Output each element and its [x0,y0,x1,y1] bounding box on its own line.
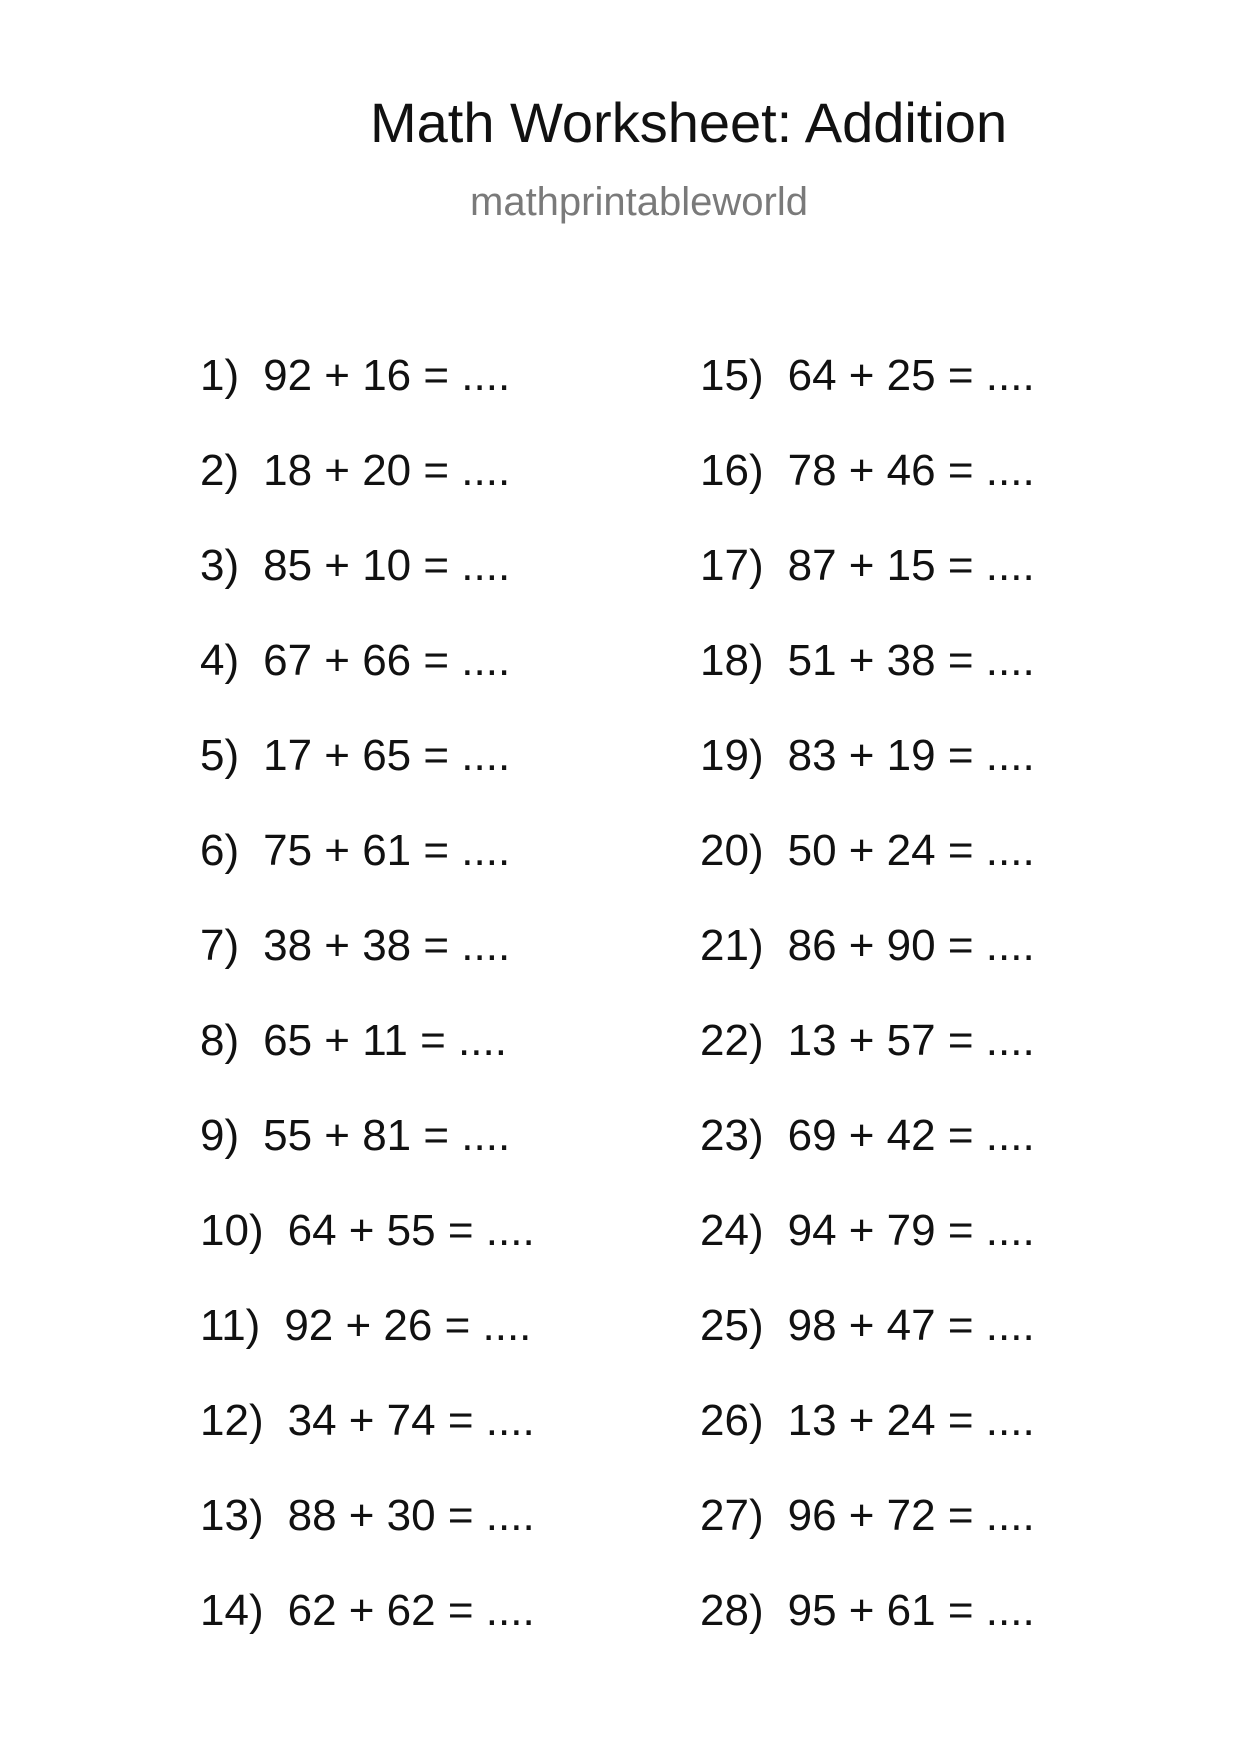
problem-expression: 98 + 47 = .... [787,1301,1035,1350]
problem-number: 7) [200,921,240,970]
problem-item [200,1581,620,1676]
problem-item [200,346,620,441]
problem-expression: 55 + 81 = .... [263,1111,511,1160]
problem-expression: 92 + 26 = .... [284,1301,532,1350]
problem-item [200,1201,620,1296]
problem-number: 14) [200,1586,264,1635]
problem-item [200,536,620,631]
problem-expression: 64 + 25 = .... [787,351,1035,400]
worksheet-header [0,92,1240,242]
problem-number: 23) [700,1111,764,1160]
problem-item [700,1391,1120,1486]
problem-expression: 69 + 42 = .... [787,1111,1035,1160]
problem-item [200,1106,620,1201]
problem-number: 25) [700,1301,764,1350]
problem-number: 3) [200,541,240,590]
problem-expression: 64 + 55 = .... [287,1206,535,1255]
problem-number: 12) [200,1396,264,1445]
problem-number: 21) [700,921,764,970]
problem-item [700,1486,1120,1581]
page-title: Math Worksheet: Addition [370,91,1008,154]
problem-item [700,916,1120,1011]
problem-item [200,1011,620,1106]
problem-expression: 62 + 62 = .... [287,1586,535,1635]
problem-expression: 17 + 65 = .... [263,731,511,780]
problem-item [700,1201,1120,1296]
problem-expression: 95 + 61 = .... [787,1586,1035,1635]
problem-number: 24) [700,1206,764,1255]
problem-number: 8) [200,1016,240,1065]
problem-number: 2) [200,446,240,495]
problem-item [200,1296,620,1391]
problem-item [700,441,1120,536]
problem-expression: 87 + 15 = .... [787,541,1035,590]
problem-expression: 88 + 30 = .... [287,1491,535,1540]
problem-item [700,631,1120,726]
problem-number: 20) [700,826,764,875]
problem-item [700,1011,1120,1106]
problems-column-right [700,346,1120,1676]
problem-expression: 83 + 19 = .... [787,731,1035,780]
problem-number: 10) [200,1206,264,1255]
problem-item [700,1106,1120,1201]
problem-expression: 13 + 57 = .... [787,1016,1035,1065]
problem-item [200,631,620,726]
problem-number: 5) [200,731,240,780]
problem-item [200,916,620,1011]
problem-expression: 85 + 10 = .... [263,541,511,590]
problems-column-left [200,346,620,1676]
problem-expression: 13 + 24 = .... [787,1396,1035,1445]
problem-number: 9) [200,1111,240,1160]
problem-number: 19) [700,731,764,780]
problem-number: 28) [700,1586,764,1635]
problem-number: 27) [700,1491,764,1540]
problem-number: 18) [700,636,764,685]
problem-number: 11) [200,1301,261,1350]
problem-expression: 86 + 90 = .... [787,921,1035,970]
problem-item [700,1296,1120,1391]
problem-expression: 34 + 74 = .... [287,1396,535,1445]
problem-number: 15) [700,351,764,400]
problem-number: 4) [200,636,240,685]
problem-number: 1) [200,351,240,400]
problem-item [700,536,1120,631]
problem-number: 13) [200,1491,264,1540]
problem-expression: 92 + 16 = .... [263,351,511,400]
problem-item [700,1581,1120,1676]
problem-item [200,726,620,821]
problem-number: 22) [700,1016,764,1065]
problem-expression: 65 + 11 = .... [263,1016,507,1065]
problem-expression: 50 + 24 = .... [787,826,1035,875]
problem-item [200,441,620,536]
problem-number: 26) [700,1396,764,1445]
problem-item [200,1486,620,1581]
problem-expression: 67 + 66 = .... [263,636,511,685]
problem-item [200,1391,620,1486]
problem-item [700,726,1120,821]
page-subtitle: mathprintableworld [470,180,808,224]
problem-item [200,821,620,916]
problem-item [700,821,1120,916]
problem-number: 16) [700,446,764,495]
problem-expression: 75 + 61 = .... [263,826,511,875]
problem-expression: 51 + 38 = .... [787,636,1035,685]
problem-number: 6) [200,826,240,875]
problem-expression: 96 + 72 = .... [787,1491,1035,1540]
problem-expression: 38 + 38 = .... [263,921,511,970]
problem-expression: 94 + 79 = .... [787,1206,1035,1255]
problem-expression: 18 + 20 = .... [263,446,511,495]
problem-number: 17) [700,541,764,590]
problem-expression: 78 + 46 = .... [787,446,1035,495]
problem-item [700,346,1120,441]
